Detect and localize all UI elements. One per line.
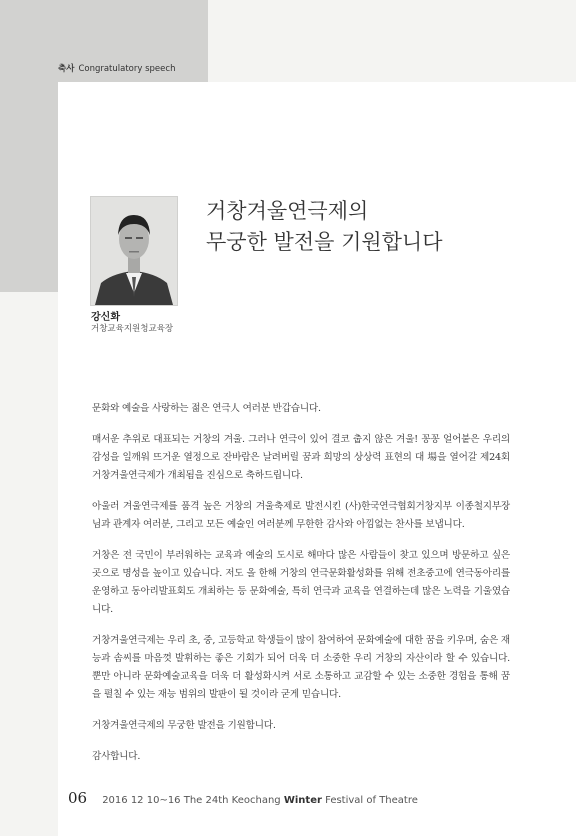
paragraph: 거창겨울연극제의 무궁한 발전을 기원합니다. — [92, 720, 276, 731]
section-label-ko: 축사 — [58, 64, 75, 74]
footer-festival-pre: The 24th Keochang — [183, 795, 281, 806]
page-footer — [68, 788, 418, 807]
paragraph: 매서운 추위로 대표되는 거창의 겨울. 그러나 연극이 있어 결코 춥지 않은 겨울! 꽁꽁 얼어붙은 우리의 감성을 일깨워 뜨거운 열정으로 잔바람은 날려버릴 꿈과 희망의 상상력 표현의 대 場을 열어갈 제24회 거창겨울연극제가 개최됨을 진심으로 축하드립니다. — [92, 434, 510, 481]
page-number: 06 — [68, 789, 88, 807]
paragraph: 문화와 예술을 사랑하는 젊은 연극人 여러분 반갑습니다. — [92, 403, 321, 414]
section-label-en: Congratulatory speech — [78, 64, 176, 74]
author-name: 강신화 — [91, 312, 120, 323]
paragraph: 거창겨울연극제는 우리 초, 중, 고등학교 학생들이 많이 참여하여 문화예술에 대한 꿈을 키우며, 숨은 재능과 솜씨를 마음껏 발휘하는 좋은 기회가 되어 더욱 더 소중한 우리 거창의 자산이라 할 수 있습니다. 뿐만 아니라 문화예술교육을 더욱 더 활성화시켜 서로 소통하고 교감할 수 있는 소중한 경험을 통해 꿈을 펼칠 수 있는 재능 범위의 발판이 될 것이라 굳게 믿습니다. — [92, 635, 510, 700]
author-position: 거창교육지원청교육장 — [91, 324, 174, 334]
footer-festival-highlight: Winter — [283, 795, 322, 806]
author-photo — [90, 196, 178, 306]
page-title — [206, 196, 443, 258]
footer-date: 2016 12 10~16 — [102, 795, 181, 806]
section-tag — [58, 62, 175, 74]
title-line-2: 무궁한 발전을 기원합니다 — [206, 230, 443, 254]
paragraph: 감사합니다. — [92, 751, 141, 762]
speech-body — [92, 400, 510, 779]
title-line-1: 거창겨울연극제의 — [206, 199, 369, 223]
footer-info — [102, 795, 418, 806]
footer-festival-post: Festival of Theatre — [325, 795, 418, 806]
paragraph: 거창은 전 국민이 부러워하는 교육과 예술의 도시로 해마다 많은 사람들이 찾고 있으며 방문하고 싶은 곳으로 명성을 높이고 있습니다. 저도 올 한해 거창의 연극문화활성화를 위해 전초중고에 연극동아리를 운영하고 동아리발표회도 개최하는 등 문화예술, 특히 연극과 교육을 연결하는데 많은 노력을 기울였습니다. — [92, 550, 510, 615]
paragraph: 아울러 겨울연극제를 품격 높은 거창의 겨울축제로 발전시킨 (사)한국연극협회거창지부 이종철지부장님과 관계자 여러분, 그리고 모든 예술인 여러분께 무한한 감사와 아낌없는 찬사를 보냅니다. — [92, 501, 510, 530]
